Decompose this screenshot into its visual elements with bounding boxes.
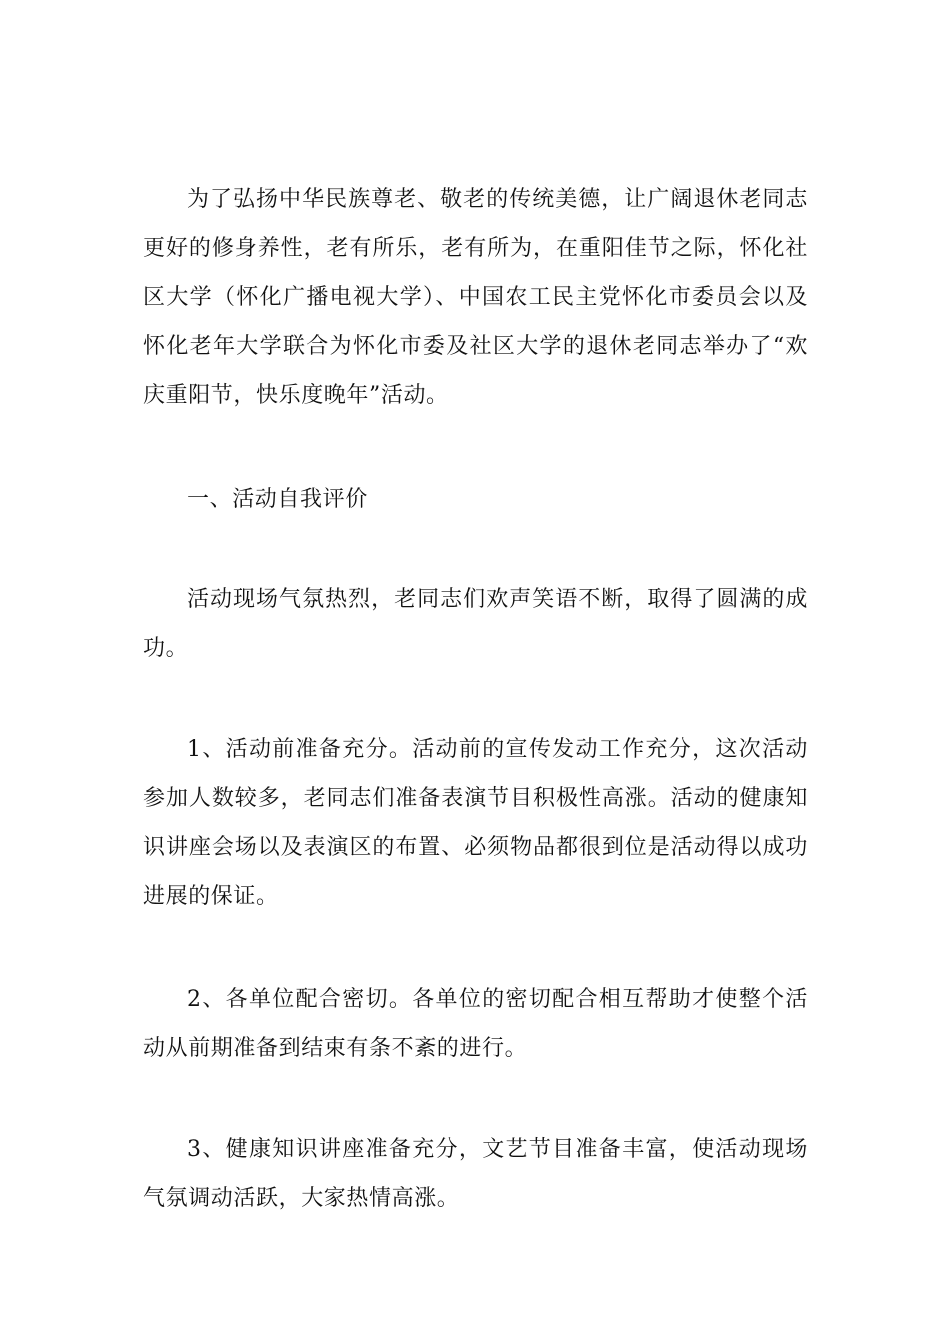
summary-paragraph: 活动现场气氛热烈，老同志们欢声笑语不断，取得了圆满的成功。 [143, 587, 808, 661]
point-1-paragraph: 1、活动前准备充分。活动前的宣传发动工作充分，这次活动参加人数较多，老同志们准备表演节目积极性高涨。活动的健康知识讲座会场以及表演区的布置、必须物品都很到位是活动得以成功进展的保证。 [143, 737, 808, 909]
point-2-paragraph: 2、各单位配合密切。各单位的密切配合相互帮助才使整个活动从前期准备到结束有条不紊的进行。 [143, 987, 808, 1061]
point-3-paragraph: 3、健康知识讲座准备充分，文艺节目准备丰富，使活动现场气氛调动活跃，大家热情高涨。 [143, 1137, 808, 1211]
intro-paragraph: 为了弘扬中华民族尊老、敬老的传统美德，让广阔退休老同志更好的修身养性，老有所乐，老有所为，在重阳佳节之际，怀化社区大学（怀化广播电视大学）、中国农工民主党怀化市委员会以及怀化老年大学联合为怀化市委及社区大学的退休老同志举办了“欢庆重阳节，快乐度晚年”活动。 [143, 187, 808, 408]
section-heading: 一、活动自我评价 [187, 487, 368, 512]
